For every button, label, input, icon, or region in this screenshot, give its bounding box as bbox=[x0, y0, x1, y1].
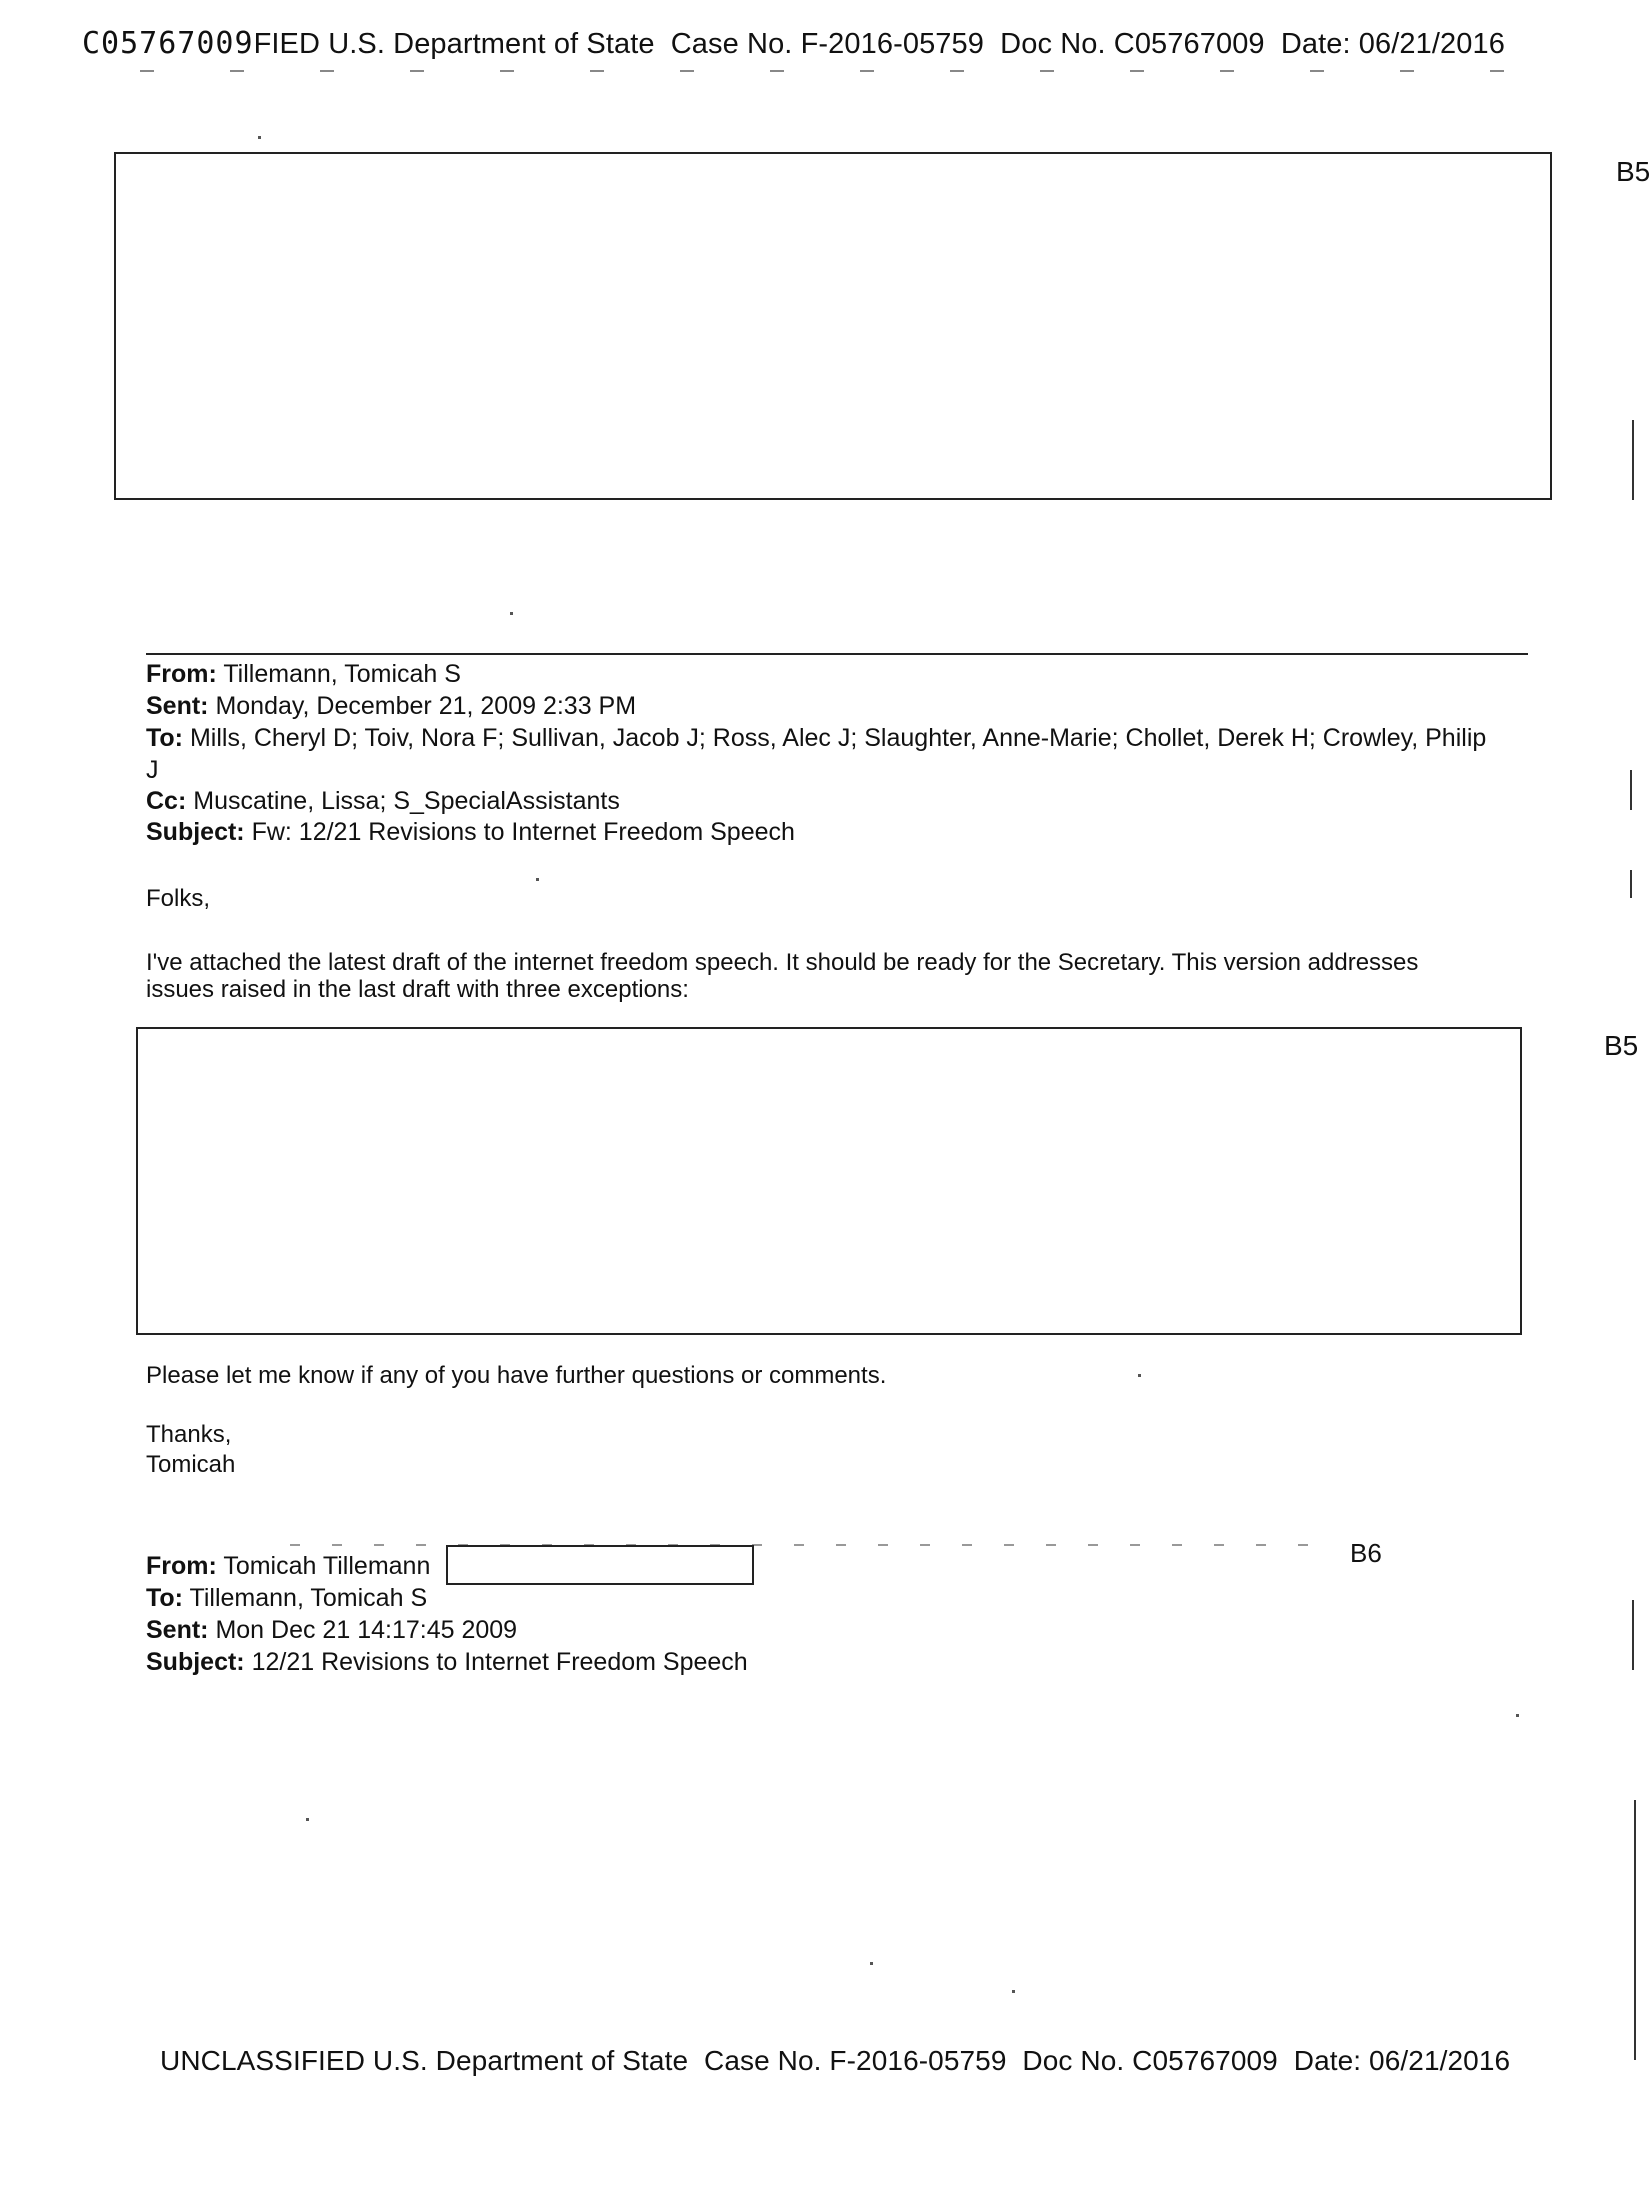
scan-speck bbox=[870, 1962, 873, 1965]
exemption-code-b5-top: B5 bbox=[1616, 156, 1650, 187]
scan-speck bbox=[510, 612, 513, 615]
page-header bbox=[82, 26, 1505, 61]
email2-to-value: Tillemann, Tomicah S bbox=[189, 1584, 428, 1612]
email-paragraph-line2: issues raised in the last draft with three exceptions: bbox=[146, 976, 689, 1003]
email1-from-value: Tillemann, Tomicah S bbox=[223, 660, 461, 688]
header-scan-artifact bbox=[140, 70, 1540, 72]
footer-classification: UNCLASSIFIED bbox=[160, 2045, 366, 2076]
scan-speck bbox=[536, 878, 539, 881]
footer-case: Case No. F-2016-05759 bbox=[704, 2045, 1007, 2076]
header-agency: U.S. Department of State bbox=[328, 28, 655, 60]
email1-cc-label: Cc: bbox=[146, 787, 187, 815]
header-doc: Doc No. C05767009 bbox=[1000, 28, 1265, 60]
exemption-code-b5-middle: B5 bbox=[1604, 1030, 1639, 1061]
email1-sent-label: Sent: bbox=[146, 692, 209, 720]
email2-sent-value: Mon Dec 21 14:17:45 2009 bbox=[215, 1616, 518, 1644]
email1-to-continued: J bbox=[146, 756, 159, 784]
email-greeting: Folks, bbox=[146, 885, 211, 912]
scan-speck bbox=[1012, 1990, 1015, 1993]
email2-subject-label: Subject: bbox=[146, 1648, 245, 1676]
redaction-box-top bbox=[114, 152, 1552, 500]
scan-speck bbox=[1138, 1374, 1141, 1377]
scan-artifact-margin-1 bbox=[1632, 420, 1634, 500]
page-footer bbox=[160, 2045, 1510, 2077]
email-separator bbox=[146, 653, 1528, 655]
email-signature: Tomicah bbox=[146, 1451, 236, 1478]
email2-to bbox=[146, 1582, 427, 1614]
email1-subject bbox=[146, 816, 795, 848]
email1-sent-value: Monday, December 21, 2009 2:33 PM bbox=[215, 692, 637, 720]
email1-subject-label: Subject: bbox=[146, 818, 245, 846]
email-paragraph-line1: I've attached the latest draft of the internet freedom speech. It should be ready for the Secretary. This version addresses bbox=[146, 949, 1419, 976]
scan-speck bbox=[1516, 1714, 1519, 1717]
scan-artifact-margin-3 bbox=[1630, 870, 1632, 898]
footer-date: Date: 06/21/2016 bbox=[1293, 2045, 1511, 2076]
header-date: Date: 06/21/2016 bbox=[1280, 28, 1505, 60]
exemption-code-b6: B6 bbox=[1350, 1538, 1382, 1568]
scan-speck bbox=[306, 1818, 309, 1821]
email2-subject-value: 12/21 Revisions to Internet Freedom Speech bbox=[251, 1648, 748, 1676]
header-case: Case No. F-2016-05759 bbox=[670, 28, 984, 60]
email1-to-value: Mills, Cheryl D; Toiv, Nora F; Sullivan, Jacob J; Ross, Alec J; Slaughter, Anne-Marie; Chollet, Derek H; Crowley, Philip bbox=[189, 724, 1487, 752]
email1-to bbox=[146, 722, 1486, 754]
email2-subject bbox=[146, 1646, 748, 1678]
scan-artifact-margin-5 bbox=[1634, 1800, 1636, 2060]
redaction-box-email-address bbox=[446, 1545, 754, 1585]
header-doc-prefix: C05767009 bbox=[82, 26, 254, 61]
email2-to-label: To: bbox=[146, 1584, 184, 1612]
email2-from-label: From: bbox=[146, 1552, 217, 1580]
email2-from bbox=[146, 1550, 430, 1582]
scan-artifact-margin-2 bbox=[1630, 770, 1632, 810]
email2-sent-label: Sent: bbox=[146, 1616, 209, 1644]
email1-cc-value: Muscatine, Lissa; S_SpecialAssistants bbox=[193, 787, 620, 815]
email1-from-label: From: bbox=[146, 660, 217, 688]
footer-agency: U.S. Department of State bbox=[372, 2045, 689, 2076]
scan-artifact-margin-4 bbox=[1632, 1600, 1634, 1670]
email2-sent bbox=[146, 1614, 517, 1646]
email1-to-label: To: bbox=[146, 724, 184, 752]
email1-subject-value: Fw: 12/21 Revisions to Internet Freedom Speech bbox=[251, 818, 795, 846]
email2-from-value: Tomicah Tillemann bbox=[223, 1552, 431, 1580]
footer-doc: Doc No. C05767009 bbox=[1022, 2045, 1278, 2076]
email1-from bbox=[146, 658, 461, 690]
email1-cc bbox=[146, 785, 620, 817]
scan-speck bbox=[258, 136, 261, 139]
redaction-box-middle bbox=[136, 1027, 1522, 1335]
header-classification: FIED bbox=[253, 28, 321, 60]
email-closing-line: Please let me know if any of you have further questions or comments. bbox=[146, 1362, 887, 1389]
email-signoff: Thanks, bbox=[146, 1421, 232, 1448]
email1-sent bbox=[146, 690, 636, 722]
